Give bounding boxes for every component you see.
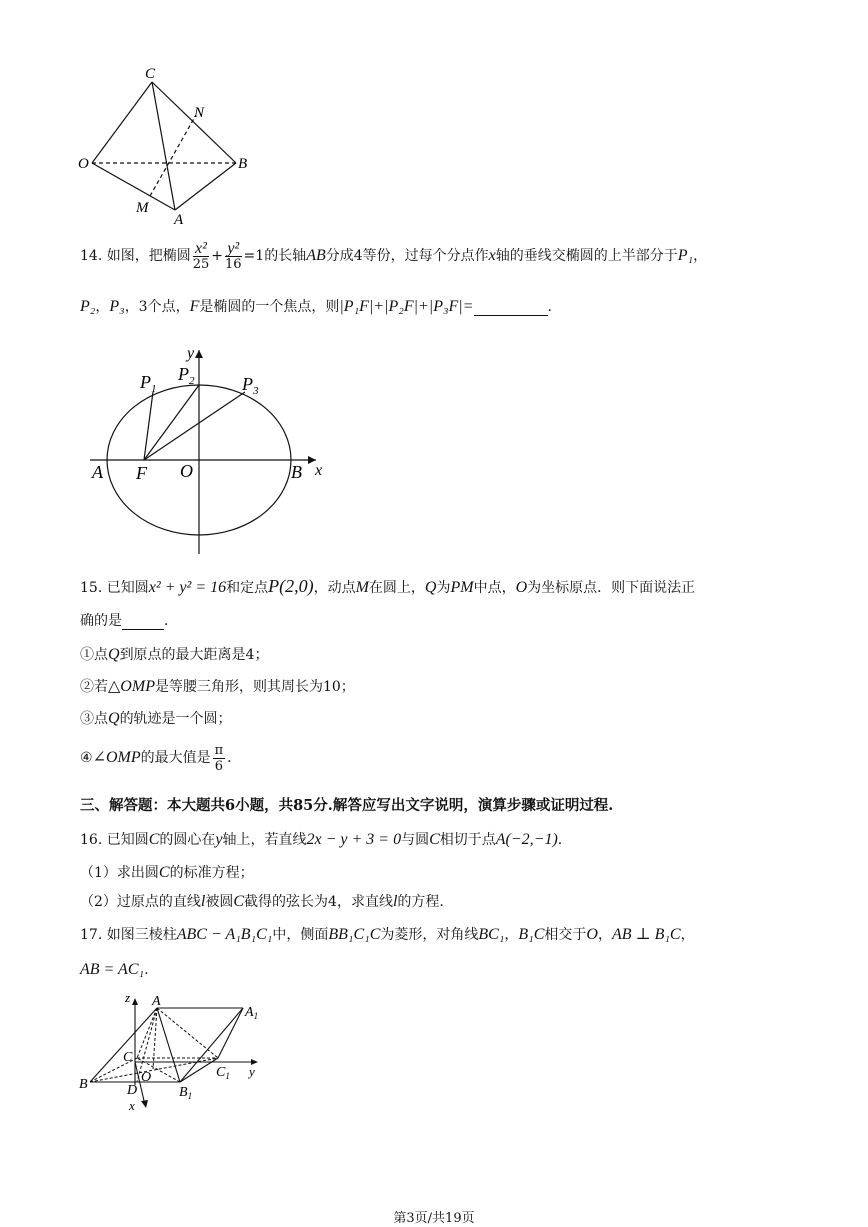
option-text: 到原点的最大距离是4； [119,647,269,663]
label-y: y [249,1064,255,1079]
q16-part-1 [80,864,254,882]
var-C: C [148,831,160,848]
period: ． [227,750,242,766]
tetrahedron-figure [70,60,260,230]
q14-text: ，3个点， [124,299,190,315]
q14-line1 [80,240,707,272]
label-C: C [145,66,156,82]
equal-condition: AB = AC₁ [80,961,145,978]
label-P2: $P_2$ [178,364,195,387]
perp-condition: AB ⊥ B₁C [611,926,681,943]
q16-text: 与圆 [401,832,430,848]
answer-blank [474,301,548,316]
q16-text: 的标准方程； [169,865,254,881]
label-C1: $C_1$ [216,1065,230,1081]
q14-frac-x [193,241,210,272]
var-Q: Q [108,710,120,727]
period: ． [164,613,178,629]
label-A: A [92,462,103,482]
z-axis-arrow [132,998,138,1005]
label-O: O [180,461,193,481]
label-O: O [78,156,89,172]
prism-figure [75,990,275,1115]
q15-text: 和定点 [226,580,269,596]
diagonal-B1C: B₁C [518,926,545,943]
answer-blank [122,615,164,630]
q15-text: 确的是 [80,613,122,629]
var-Q: Q [108,646,120,663]
frac-den: 6 [214,758,224,774]
q16-text: （1）求出圆 [80,865,159,881]
ellipse-figure [84,340,344,560]
var-Q: Q [424,579,437,596]
label-F: F [136,463,147,483]
frac-den: 25 [192,256,210,272]
edge-OA [92,163,175,210]
section-3-heading: 三、解答题：本大题共6小题，共85分.解答应写出文字说明，演算步骤或证明过程. [80,797,614,814]
label-B: B [79,1077,88,1092]
frac-den: 16 [225,256,242,272]
q17-text: 为菱形，对角线 [380,927,479,943]
var-y: y [215,831,223,848]
prism-name: ABC − A₁B₁C₁ [176,926,273,943]
x-axis-arrow [141,1100,148,1108]
q15-line2 [80,612,178,630]
option-text: 的轨迹是一个圆； [119,711,232,727]
var-P3: P₃ [109,298,125,315]
q15-text: 为 [436,580,451,596]
label-A: A [152,994,161,1009]
q14-text: 的长轴 [264,248,307,264]
var-C: C [233,893,245,910]
q15-option-4 [80,740,241,776]
edge-A-C1-dashed [157,1008,218,1058]
q14-expression: |P₁F|+|P₂F|+|P₃F|= [339,298,474,315]
comma: ， [95,299,110,315]
q16-text: 被圆 [205,894,234,910]
option-text: ③点 [80,711,108,727]
comma: ， [680,927,695,943]
var-PM: PM [450,579,474,596]
var-AB: AB [306,247,326,264]
face-name: BB₁C₁C [328,926,381,943]
q14-text: 分成4等份，过每个分点作 [325,248,489,264]
label-N: N [194,105,205,121]
option-text: ④ [80,750,93,766]
period: . [547,299,552,315]
label-y: y [187,345,195,362]
var-O: O [515,579,528,596]
edge-A-O-dashed [153,1008,157,1069]
q16-part-2 [80,893,444,911]
q16-line1 [80,831,562,849]
q16-text: 的方程. [397,894,444,910]
label-P1: $P_1$ [140,372,157,395]
q17-line2 [80,961,149,979]
label-A1: $A_1$ [245,1005,259,1021]
q16-text: （2）过原点的直线 [80,894,201,910]
page-footer: 第3页/共19页 [393,1211,475,1226]
q15-text: 为坐标原点．则下面说法正 [527,580,696,596]
label-x: x [315,462,323,479]
label-x: x [129,1098,135,1113]
label-P3: $P_3$ [242,374,259,397]
period: . [557,832,563,848]
option-text: 是等腰三角形，则其周长为10； [154,679,355,695]
q14-frac-y [225,241,242,272]
q16-text: 的圆心在 [159,832,216,848]
plus: + [211,248,223,264]
q15-text: ，动点 [313,580,356,596]
q14-text: 14. 如图，把椭圆 [80,248,191,264]
q14-text: 轴的垂线交椭圆的上半部分于 [495,248,678,264]
q14-text: 是椭圆的一个焦点，则 [199,299,340,315]
label-B: B [238,156,248,172]
label-D: D [127,1083,138,1098]
q15-option-1 [80,646,268,664]
fraction-pi-6 [213,743,226,774]
q16-text: 截得的弦长为4，求直线 [244,894,393,910]
circle-equation: x² + y² = 16 [148,579,227,596]
q17-text: 17. 如图三棱柱 [80,927,177,943]
label-z: z [125,990,131,1005]
var-l: l [392,893,398,910]
var-M: M [355,579,369,596]
edge-CO [92,82,152,163]
label-M: M [136,200,149,216]
q15-line1 [80,577,695,597]
period: . [144,962,149,978]
q16-text: 16. 已知圆 [80,832,149,848]
point-A: A(−2,−1) [495,831,558,848]
var-C: C [158,864,170,881]
comma: ， [597,927,612,943]
label-C: C [123,1050,133,1065]
option-text: 的最大值是 [140,750,211,766]
comma: ， [693,248,708,264]
segment-P3F [144,392,245,460]
segment-MN-dashed [150,115,196,196]
q15-text: 在圆上， [368,580,425,596]
line-equation: 2x − y + 3 = 0 [306,831,402,848]
var-P2: P₂ [80,298,96,315]
var-l: l [200,893,206,910]
frac-num: π [214,742,224,758]
label-O: O [141,1070,152,1085]
var-x: x [488,247,496,264]
diagonal-BC1: BC₁ [478,926,505,943]
comma: ， [504,927,519,943]
triangle-OMP: △OMP [108,678,155,695]
var-F: F [189,298,200,315]
option-text: ①点 [80,647,108,663]
y-axis-arrow [195,350,203,358]
q15-option-3 [80,710,232,728]
var-P1: P₁ [677,247,694,264]
var-C: C [429,831,440,848]
eq: =1 [243,248,265,264]
option-text: ②若 [80,679,108,695]
q15-text: 15. 已知圆 [80,580,149,596]
q17-text: 中，侧面 [272,927,329,943]
frac-num: x² [193,241,210,257]
angle-OMP: ∠OMP [92,749,141,766]
q16-text: 相切于点 [439,832,496,848]
var-O: O [586,926,598,943]
edge-A1-B1 [180,1008,243,1082]
q15-text: 中点， [473,580,516,596]
edge-AB [175,163,236,210]
label-A: A [174,212,184,228]
q16-text: 轴上，若直线 [222,832,307,848]
q17-line1 [80,926,695,944]
frac-num: y² [225,241,242,257]
q14-line2 [80,298,552,316]
point-P: P(2,0) [268,576,314,596]
q17-text: 相交于 [544,927,587,943]
q15-option-2 [80,678,355,696]
label-B1: $B_1$ [179,1085,193,1101]
label-B: B [291,462,302,482]
